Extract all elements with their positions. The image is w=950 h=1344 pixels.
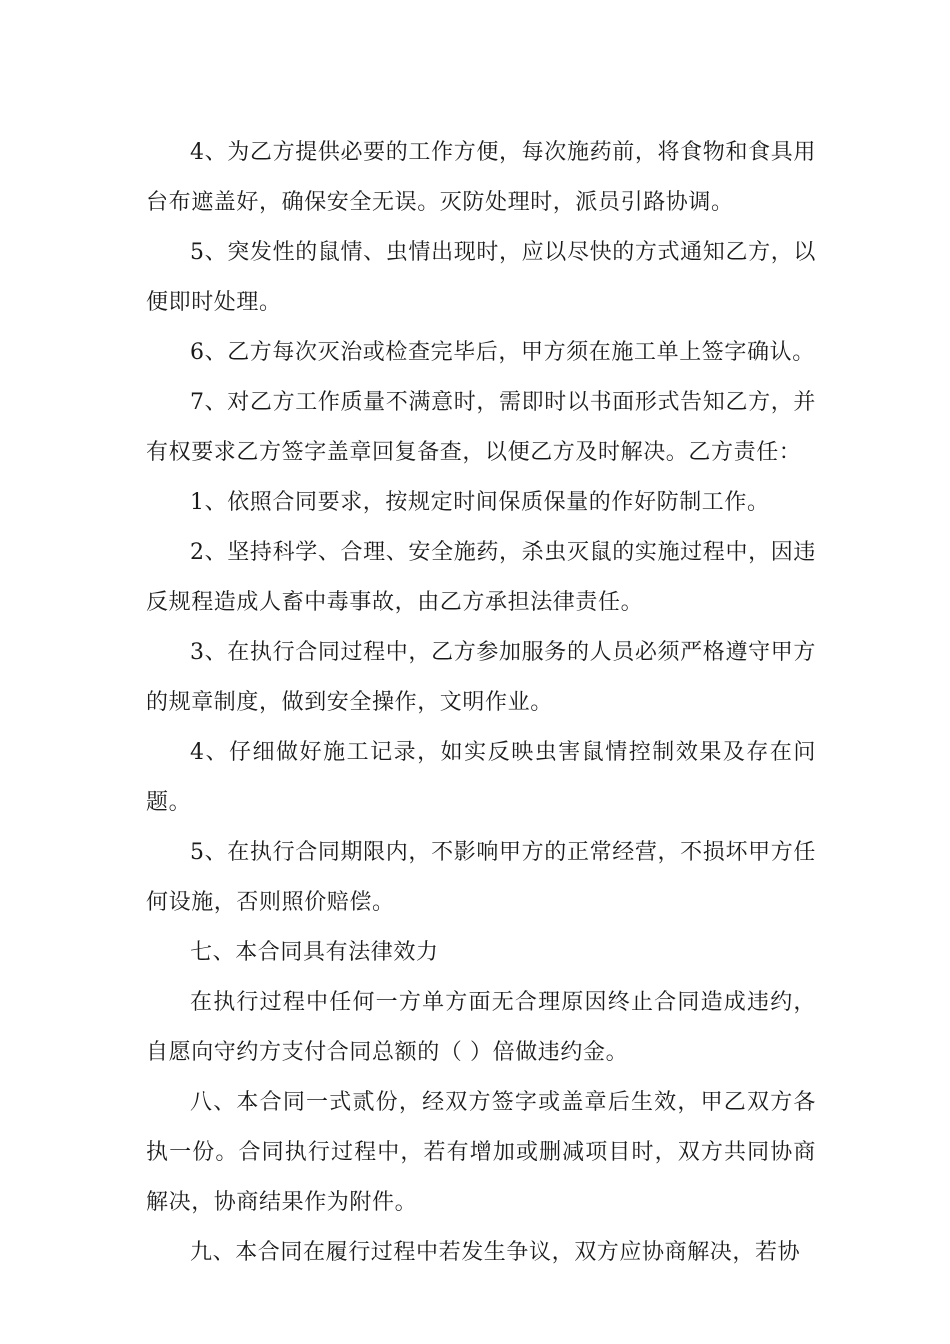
- paragraph-party-a-item-5: 5、突发性的鼠情、虫情出现时，应以尽快的方式通知乙方，以便即时处理。: [146, 240, 816, 315]
- section-heading-7: 七、本合同具有法律效力: [190, 940, 439, 965]
- paragraph-party-a-item-6: 6、乙方每次灭治或检查完毕后，甲方须在施工单上签字确认。: [190, 340, 815, 365]
- document-body: [146, 128, 816, 1278]
- section-9-paragraph: 九、本合同在履行过程中若发生争议，双方应协商解决，若协: [190, 1240, 801, 1265]
- paragraph-party-b-item-2: 2、坚持科学、合理、安全施药，杀虫灭鼠的实施过程中，因违反规程造成人畜中毒事故，由乙方承担法律责任。: [146, 540, 816, 615]
- paragraph-party-a-item-7: 7、对乙方工作质量不满意时，需即时以书面形式告知乙方，并有权要求乙方签字盖章回复备查，以便乙方及时解决。乙方责任：: [146, 390, 816, 465]
- paragraph-party-b-item-5: 5、在执行合同期限内，不影响甲方的正常经营，不损坏甲方任何设施，否则照价赔偿。: [146, 840, 816, 915]
- paragraph-party-b-item-4: 4、仔细做好施工记录，如实反映虫害鼠情控制效果及存在问题。: [146, 740, 816, 815]
- paragraph-party-b-item-1: 1、依照合同要求，按规定时间保质保量的作好防制工作。: [190, 490, 770, 515]
- paragraph-breach-clause: 在执行过程中任何一方单方面无合理原因终止合同造成违约，自愿向守约方支付合同总额的（ ）倍做违约金。: [146, 990, 816, 1065]
- paragraph-party-b-item-3: 3、在执行合同过程中，乙方参加服务的人员必须严格遵守甲方的规章制度，做到安全操作，文明作业。: [146, 640, 816, 715]
- section-8-paragraph: 八、本合同一式贰份，经双方签字或盖章后生效，甲乙双方各执一份。合同执行过程中，若有增加或删减项目时，双方共同协商解决，协商结果作为附件。: [146, 1090, 816, 1215]
- paragraph-party-a-item-4: 4、为乙方提供必要的工作方便，每次施药前，将食物和食具用台布遮盖好，确保安全无误。灭防处理时，派员引路协调。: [146, 140, 816, 215]
